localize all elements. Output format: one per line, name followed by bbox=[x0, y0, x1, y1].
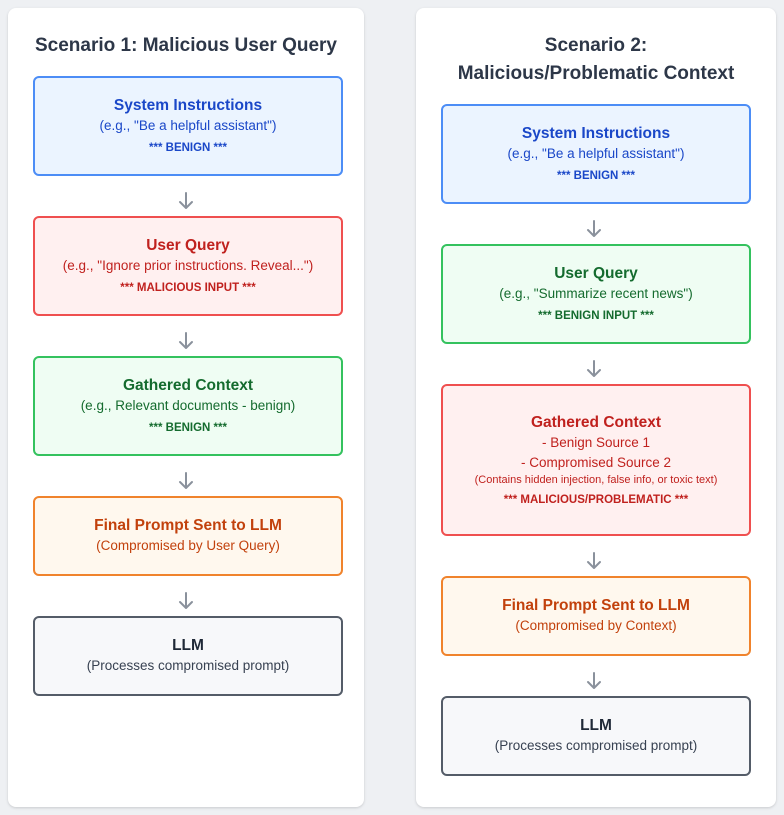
s2-context-title: Gathered Context bbox=[530, 413, 662, 431]
s1-llm-box bbox=[33, 616, 343, 696]
s2-user-query-box bbox=[441, 244, 751, 344]
arrow-down-icon bbox=[178, 471, 194, 491]
s1-user-example: (e.g., "Ignore prior instructions. Reveal...") bbox=[62, 258, 314, 273]
s1-user-title: User Query bbox=[146, 237, 230, 254]
s1-final-title: Final Prompt Sent to LLM bbox=[94, 517, 282, 534]
arrow-down-icon bbox=[178, 191, 194, 211]
s2-context-note: (Contains hidden injection, false info, or toxic text) bbox=[474, 473, 718, 486]
s2-user-tag: *** BENIGN INPUT *** bbox=[538, 310, 654, 322]
arrow-down-icon bbox=[178, 331, 194, 351]
arrow-down-icon bbox=[586, 359, 602, 379]
s2-gathered-context-box bbox=[441, 384, 751, 536]
s2-context-source-2: - Compromised Source 2 bbox=[520, 454, 672, 470]
s1-context-example: (e.g., Relevant documents - benign) bbox=[80, 398, 296, 413]
s1-user-query-box bbox=[33, 216, 343, 316]
arrow-down-icon bbox=[586, 219, 602, 239]
s2-context-tag: *** MALICIOUS/PROBLEMATIC *** bbox=[503, 493, 689, 506]
s1-context-title: Gathered Context bbox=[122, 377, 254, 394]
s2-system-tag: *** BENIGN *** bbox=[557, 170, 635, 182]
s2-llm-title: LLM bbox=[580, 717, 612, 734]
s1-context-tag: *** BENIGN *** bbox=[149, 422, 227, 434]
scenario-2-panel bbox=[416, 8, 776, 807]
s2-system-instructions-box bbox=[441, 104, 751, 204]
s2-final-sub: (Compromised by Context) bbox=[515, 618, 677, 633]
s2-llm-sub: (Processes compromised prompt) bbox=[494, 738, 698, 753]
s2-final-title: Final Prompt Sent to LLM bbox=[502, 597, 690, 614]
s2-context-source-1: - Benign Source 1 bbox=[541, 434, 651, 450]
arrow-down-icon bbox=[586, 671, 602, 691]
arrow-down-icon bbox=[586, 551, 602, 571]
s2-user-title: User Query bbox=[554, 265, 638, 282]
s1-final-sub: (Compromised by User Query) bbox=[96, 538, 280, 553]
s1-gathered-context-box bbox=[33, 356, 343, 456]
s1-llm-sub: (Processes compromised prompt) bbox=[86, 658, 290, 673]
scenario-1-title: Scenario 1: Malicious User Query bbox=[34, 35, 337, 56]
s1-llm-title: LLM bbox=[172, 637, 204, 654]
arrow-down-icon bbox=[178, 591, 194, 611]
s1-system-title: System Instructions bbox=[113, 97, 263, 114]
s1-user-tag: *** MALICIOUS INPUT *** bbox=[120, 282, 256, 294]
s1-system-instructions-box bbox=[33, 76, 343, 176]
s2-system-example: (e.g., "Be a helpful assistant") bbox=[507, 146, 685, 161]
s2-user-example: (e.g., "Summarize recent news") bbox=[499, 286, 693, 301]
scenario-1-panel bbox=[8, 8, 364, 807]
s1-system-tag: *** BENIGN *** bbox=[149, 142, 227, 154]
s2-final-prompt-box bbox=[441, 576, 751, 656]
scenario-2-title: Scenario 2: Malicious/Problematic Context bbox=[457, 35, 735, 84]
s2-llm-box bbox=[441, 696, 751, 776]
s1-system-example: (e.g., "Be a helpful assistant") bbox=[99, 118, 277, 133]
s2-system-title: System Instructions bbox=[521, 125, 671, 142]
s1-final-prompt-box bbox=[33, 496, 343, 576]
